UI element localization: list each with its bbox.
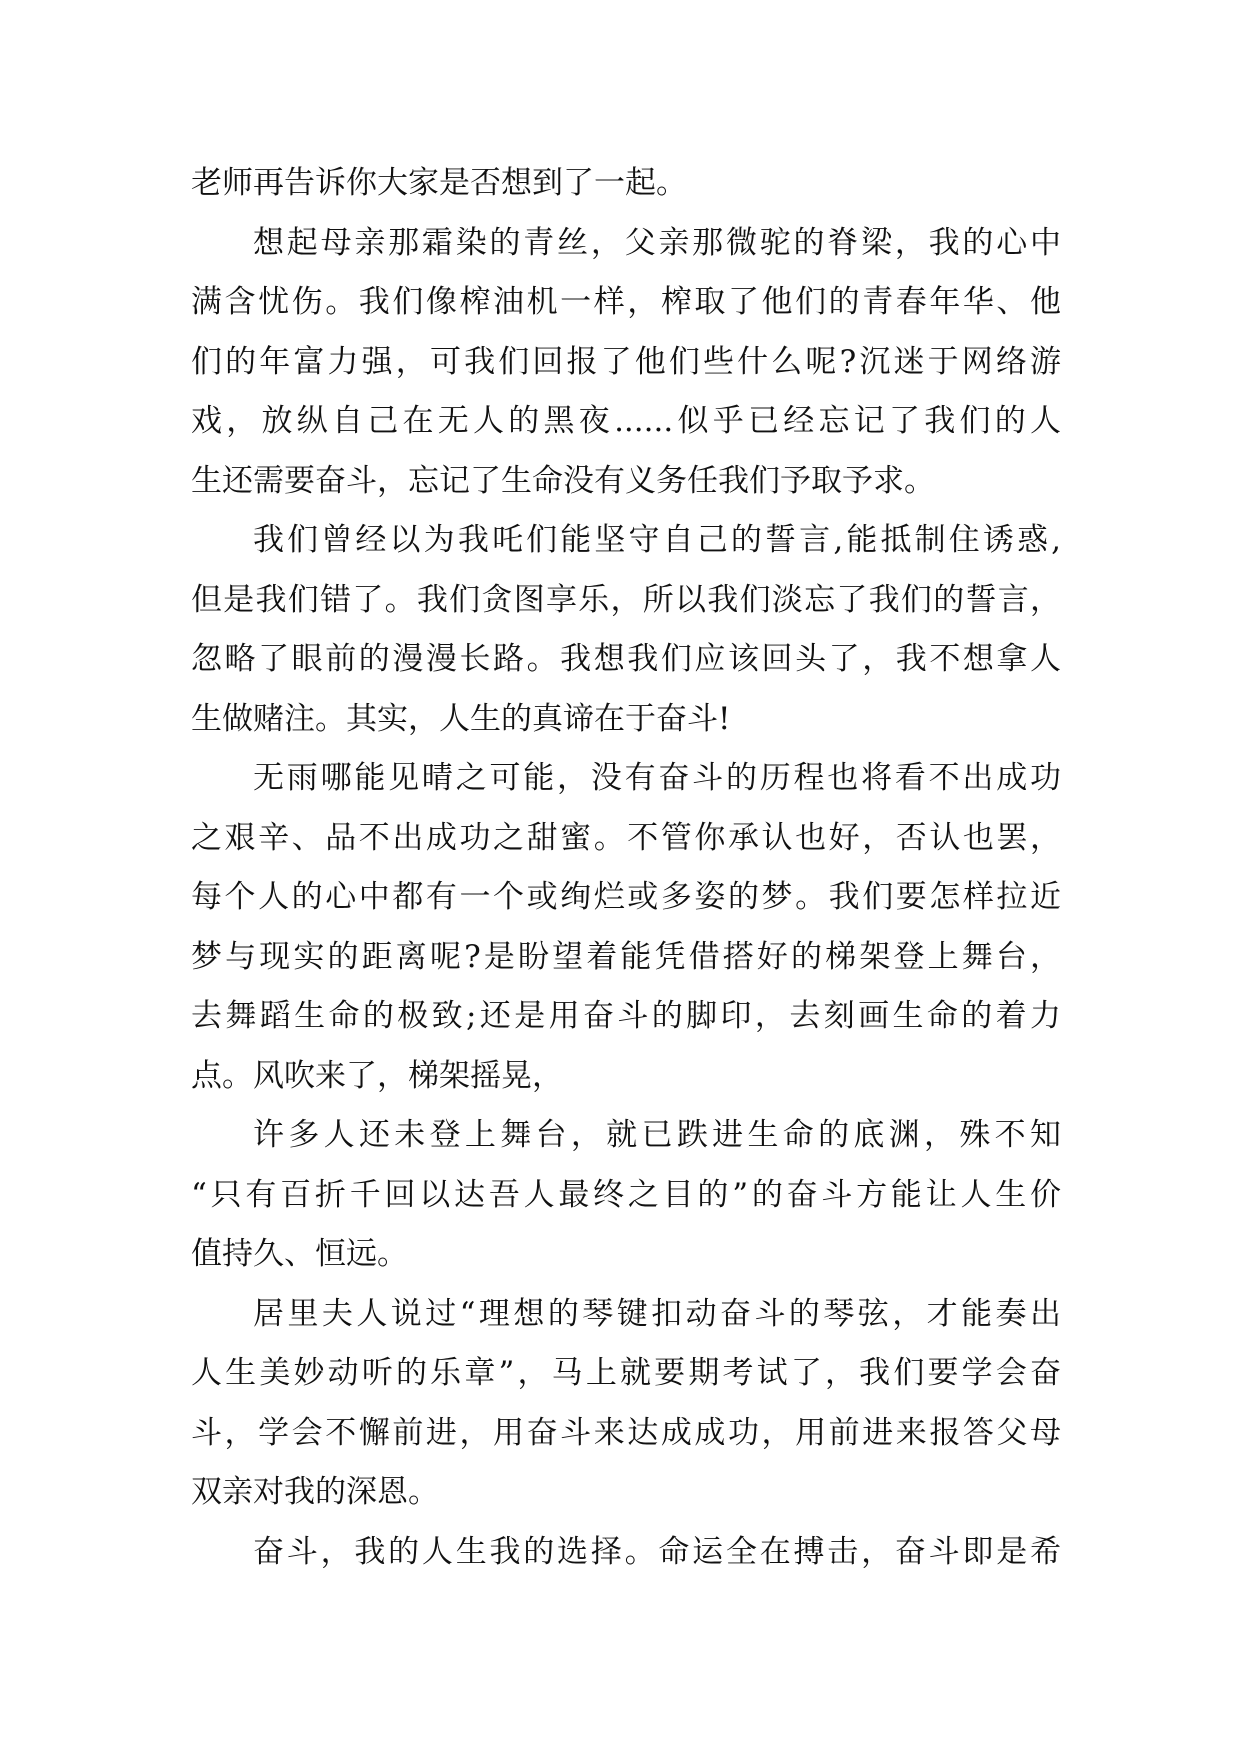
body-text: [191, 154, 1061, 1582]
text-line: “只有百折千回以达吾人最终之目的”的奋斗方能让人生价: [191, 1176, 1061, 1213]
text-line: 点。风吹来了，梯架摇晃，: [191, 1057, 563, 1094]
paragraph: [191, 511, 1061, 749]
text-line: 值持久、恒远。: [191, 1236, 408, 1272]
text-line: 满含忧伤。我们像榨油机一样，榨取了他们的青春年华、他: [191, 284, 1061, 320]
text-line: 斗，学会不懈前进，用奋斗来达成成功，用前进来报答父母: [191, 1414, 1061, 1451]
text-line: 生做赌注。其实，人生的真谛在于奋斗!: [191, 700, 731, 737]
text-line: 奋斗，我的人生我的选择。命运全在搏击，奋斗即是希: [253, 1533, 1061, 1570]
text-line: 生还需要奋斗，忘记了生命没有义务任我们予取予求。: [191, 462, 935, 499]
paragraph: [191, 749, 1061, 1106]
text-line: 梦与现实的距离呢?是盼望着能凭借搭好的梯架登上舞台，: [191, 938, 1061, 975]
paragraph: [191, 1106, 1061, 1285]
paragraph: [191, 1523, 1061, 1583]
text-line: 每个人的心中都有一个或绚烂或多姿的梦。我们要怎样拉近: [191, 879, 1061, 915]
paragraph: [191, 1285, 1061, 1523]
text-line: 想起母亲那霜染的青丝，父亲那微驼的脊梁，我的心中: [253, 224, 1061, 261]
paragraph: [191, 214, 1061, 512]
text-line: 去舞蹈生命的极致;还是用奋斗的脚印，去刻画生命的着力: [191, 998, 1061, 1034]
text-line: 们的年富力强，可我们回报了他们些什么呢?沉迷于网络游: [191, 343, 1061, 380]
text-line: 忽略了眼前的漫漫长路。我想我们应该回头了，我不想拿人: [191, 641, 1061, 677]
text-line: 许多人还未登上舞台，就已跌进生命的底渊，殊不知: [253, 1117, 1061, 1153]
text-line: 我们曾经以为我吒们能坚守自己的誓言,能抵制住诱惑,: [253, 522, 1061, 558]
text-line: 戏，放纵自己在无人的黑夜......似乎已经忘记了我们的人: [191, 403, 1061, 439]
paragraph: [191, 154, 1061, 214]
text-line: 居里夫人说过“理想的琴键扣动奋斗的琴弦，才能奏出: [253, 1295, 1061, 1332]
text-line: 但是我们错了。我们贪图享乐，所以我们淡忘了我们的誓言，: [191, 581, 1061, 618]
text-line: 老师再告诉你大家是否想到了一起。: [191, 165, 687, 201]
text-line: 无雨哪能见晴之可能，没有奋斗的历程也将看不出成功: [253, 760, 1061, 796]
text-line: 人生美妙动听的乐章”，马上就要期考试了，我们要学会奋: [191, 1355, 1061, 1391]
text-line: 双亲对我的深恩。: [191, 1474, 439, 1510]
text-line: 之艰辛、品不出成功之甜蜜。不管你承认也好，否认也罢，: [191, 819, 1061, 856]
